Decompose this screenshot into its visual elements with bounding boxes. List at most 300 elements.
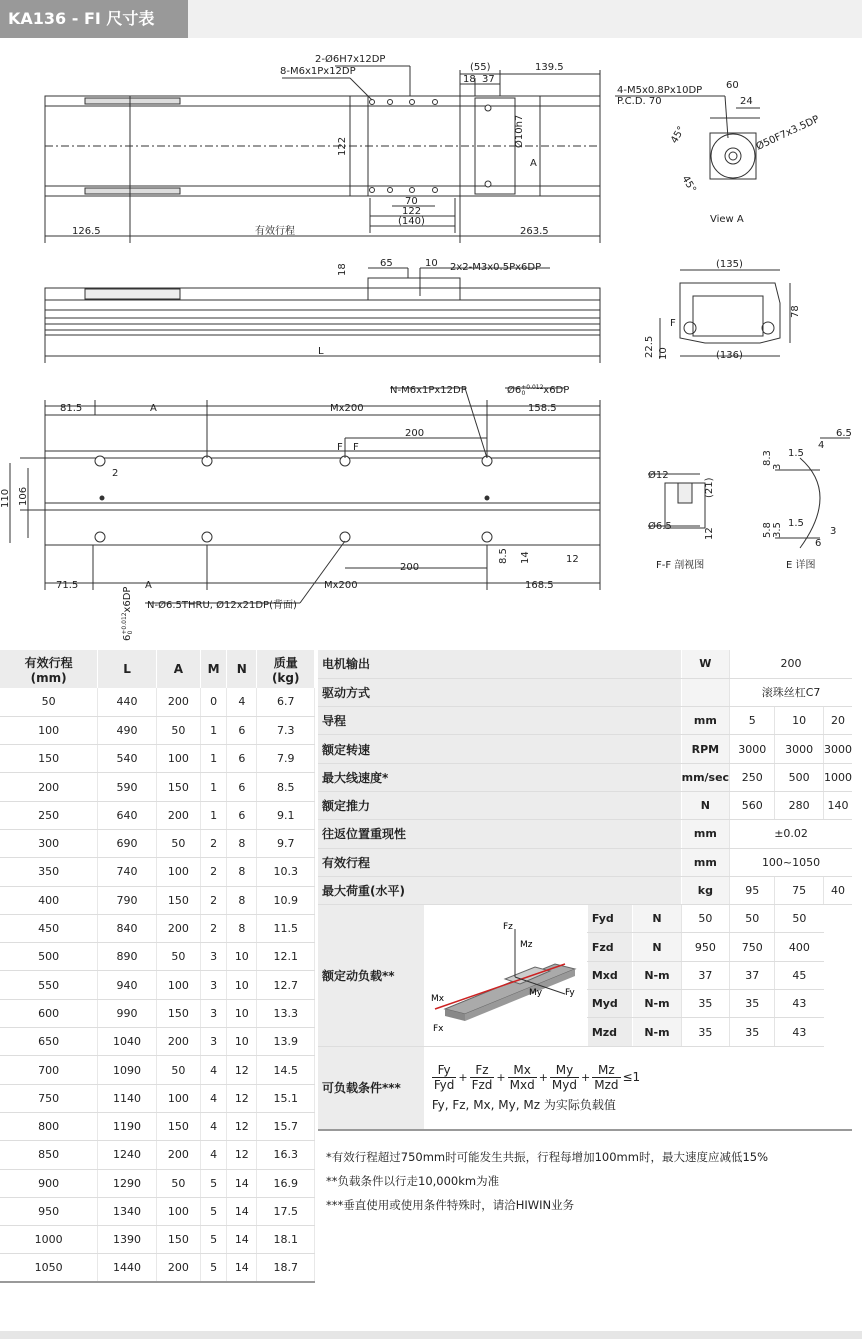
dim-side-4: 2x2-M3x0.5Px6DP [450,262,542,273]
dim-top-1: 2-Ø6H7x12DP [315,54,386,65]
table-row [0,1112,315,1140]
col-n: N [227,650,257,688]
load-value: 950 [681,933,729,961]
spec-label: 最大线速度* [318,763,681,791]
load-label: 额定动负载** [318,905,424,1046]
spec-row [318,763,852,791]
table-row [0,688,315,716]
ff-3: Ø6.5 [648,521,672,532]
table-cell: 14 [227,1254,257,1282]
spec-label: 导程 [318,707,681,735]
table-cell: 18.7 [257,1254,315,1282]
load-figure [424,905,587,1046]
dimension-drawing [0,38,862,648]
cond-desc: Fy, Fz, Mx, My, Mz 为实际负载值 [431,1097,616,1112]
load-value: 50 [730,905,775,933]
bot-2: A [150,403,157,414]
sec-1: (135) [716,259,743,270]
e-label: E 详图 [786,560,816,571]
frac-mz: $\frac{Mz}{\text{Mzd}}$ [594,1062,619,1092]
load-value: 50 [681,905,729,933]
table-cell: 50 [156,943,200,971]
table-cell: 12 [227,1112,257,1140]
table-row [0,1254,315,1282]
ff-2: (21) [704,477,715,498]
bot-3: Mx200 [330,403,364,414]
table-cell: 150 [156,1112,200,1140]
frac-fy: $\frac{Fy}{\text{Fyd}}$ [433,1062,455,1092]
table-cell: 800 [0,1112,98,1140]
dim-top-11: (140) [398,216,425,227]
table-cell: 150 [156,1226,200,1254]
plus-sign: + [496,1070,506,1084]
table-cell: 15.1 [257,1084,315,1112]
spec-value: 3000 [730,735,775,763]
table-cell: 200 [0,773,98,801]
dim-top-3: (55) [470,62,491,73]
frac-my: $\frac{My}{\text{Myd}}$ [551,1062,577,1092]
table-cell: 1 [201,716,227,744]
table-cell: 2 [201,829,227,857]
table-cell: 18.1 [257,1226,315,1254]
spec-unit: W [681,650,729,678]
table-cell: 12 [227,1141,257,1169]
mz-label: Mz [520,939,533,950]
load-value: 35 [681,1018,729,1046]
table-cell: 8.5 [257,773,315,801]
table-cell: 1440 [98,1254,156,1282]
formula-line [424,1063,824,1092]
table-cell: 4 [201,1084,227,1112]
dim-top-10: 122 [402,206,422,217]
note-3: ***垂直使用或使用条件特殊时，请洽HIWIN业务 [326,1198,575,1212]
spec-value: 200 [730,650,852,678]
table-cell: 1290 [98,1169,156,1197]
table-cell: 740 [98,858,156,886]
table-cell: 4 [201,1056,227,1084]
e-8: 1.5 [788,518,804,529]
spec-row [318,791,852,819]
table-cell: 440 [98,688,156,716]
load-value: 45 [775,961,824,989]
table-cell: 50 [156,1169,200,1197]
e-9: 3 [830,526,837,537]
table-cell: 5 [201,1226,227,1254]
table-cell: 350 [0,858,98,886]
spec-value: 10 [775,707,824,735]
load-row [318,905,852,933]
dim-top-13: 有效行程 [255,226,295,237]
frac-fz: $\frac{Fz}{\text{Fzd}}$ [471,1062,493,1092]
table-cell: 750 [0,1084,98,1112]
load-unit: N-m [633,961,681,989]
table-row [0,858,315,886]
table-cell: 13.3 [257,999,315,1027]
table-cell: 12.1 [257,943,315,971]
load-value: 43 [775,990,824,1018]
e-10: 6 [815,538,822,549]
bot-9: 200 [405,428,425,439]
table-cell: 3 [201,971,227,999]
bot-15: 14 [520,551,531,564]
bot-8: F [353,442,359,453]
table-cell: 400 [0,886,98,914]
table-cell: 2 [201,914,227,942]
table-cell: 150 [156,773,200,801]
table-cell: 900 [0,1169,98,1197]
load-diagram [425,909,585,1039]
table-cell: 1 [201,745,227,773]
table-cell: 8 [227,886,257,914]
bot-10: 110 [0,488,11,508]
load-name: Myd [587,990,633,1018]
table-cell: 10 [227,1028,257,1056]
table-cell: 300 [0,829,98,857]
fx-label: Fx [433,1023,444,1034]
table-cell: 14.5 [257,1056,315,1084]
spec-row [318,707,852,735]
load-value: 35 [730,1018,775,1046]
table-cell: 5 [201,1254,227,1282]
view-a-1: 4-M5x0.8Px10DP [617,85,703,96]
table-cell: 990 [98,999,156,1027]
dim-top-14: 263.5 [520,226,549,237]
table-cell: 1 [201,801,227,829]
table-cell: 150 [0,745,98,773]
table-cell: 890 [98,943,156,971]
table-cell: 3 [201,1028,227,1056]
table-cell: 16.9 [257,1169,315,1197]
col-a: A [156,650,200,688]
table-cell: 6 [227,773,257,801]
table-cell: 790 [98,886,156,914]
load-unit: N [633,933,681,961]
view-a-3: 60 [726,80,739,91]
table-row [0,943,315,971]
notes [326,1145,768,1217]
cond-label: 可负载条件*** [318,1046,424,1130]
cond-formula [424,1046,824,1130]
col-stroke: 有效行程 (mm) [0,650,98,688]
table-cell: 1090 [98,1056,156,1084]
load-value: 35 [681,990,729,1018]
table-cell: 10 [227,943,257,971]
table-cell: 50 [0,688,98,716]
e-5: 3 [772,463,783,470]
table-cell: 17.5 [257,1197,315,1225]
spec-value: 95 [730,876,775,904]
table-cell: 15.7 [257,1112,315,1140]
table-cell: 9.7 [257,829,315,857]
table-cell: 640 [98,801,156,829]
load-value: 37 [681,961,729,989]
sec-2: 78 [790,305,801,318]
table-cell: 840 [98,914,156,942]
spec-value: ±0.02 [730,820,852,848]
table-cell: 14 [227,1197,257,1225]
table-cell: 14 [227,1226,257,1254]
table-cell: 150 [156,886,200,914]
table-cell: 690 [98,829,156,857]
table-cell: 1190 [98,1112,156,1140]
table-cell: 3 [201,999,227,1027]
table-row [0,801,315,829]
table-cell: 14 [227,1169,257,1197]
table-cell: 200 [156,1254,200,1282]
spec-unit: N [681,791,729,819]
plus-sign: + [458,1070,468,1084]
dim-top-2: 8-M6x1Px12DP [280,66,356,77]
table-cell: 13.9 [257,1028,315,1056]
table-row [0,829,315,857]
bot-7: F [337,442,343,453]
table-cell: 1 [201,773,227,801]
table-cell: 250 [0,801,98,829]
spec-value: 5 [730,707,775,735]
load-unit: N [633,905,681,933]
table-cell: 0 [201,688,227,716]
table-cell: 16.3 [257,1141,315,1169]
e-4: 1.5 [788,448,804,459]
table-row [0,773,315,801]
table-cell: 10 [227,999,257,1027]
spec-value: 3000 [775,735,824,763]
spec-unit: kg [681,876,729,904]
table-cell: 150 [156,999,200,1027]
table-cell: 1340 [98,1197,156,1225]
bot-4: N-M6x1Px12DP [390,385,467,396]
table-cell: 950 [0,1197,98,1225]
spec-label: 有效行程 [318,848,681,876]
cond-row [318,1046,852,1130]
table-cell: 100 [156,1084,200,1112]
col-m: M [201,650,227,688]
bot-16: 12 [566,554,579,565]
load-name: Mzd [587,1018,633,1046]
bot-20: 168.5 [525,580,554,591]
view-a-4: 24 [740,96,753,107]
spec-value: 140 [824,791,853,819]
sec-4: 22.5 [644,335,655,358]
spec-unit: RPM [681,735,729,763]
table-row [0,1226,315,1254]
load-unit: N-m [633,1018,681,1046]
ff-1: Ø12 [648,470,669,481]
table-cell: 12 [227,1056,257,1084]
frac-mx: $\frac{Mx}{\text{Mxd}}$ [509,1062,535,1092]
table-row [0,914,315,942]
table-cell: 100 [156,858,200,886]
table-cell: 6.7 [257,688,315,716]
plus-sign: + [538,1070,548,1084]
table-cell: 600 [0,999,98,1027]
spec-label: 额定推力 [318,791,681,819]
table-cell: 50 [156,1056,200,1084]
table-cell: 8 [227,858,257,886]
e-2: 4 [818,440,825,451]
table-cell: 1000 [0,1226,98,1254]
e-6: 5.8 [762,522,773,538]
page-title: KA136 - FI 尺寸表 [0,0,188,38]
table-cell: 6 [227,745,257,773]
view-a-label: View A [710,214,744,225]
table-cell: 650 [0,1028,98,1056]
ff-label: F-F 剖视图 [656,560,705,571]
table-cell: 7.3 [257,716,315,744]
load-value: 400 [775,933,824,961]
bot-5: $Ø6^{+0.012}$ 0 x6DP [507,384,570,397]
dim-top-4: 18 [463,74,476,85]
table-cell: 1390 [98,1226,156,1254]
table-cell: 10.3 [257,858,315,886]
bot-14: 8.5 [498,548,509,564]
load-value: 43 [775,1018,824,1046]
fz-label: Fz [503,921,514,932]
table-cell: 6 [227,716,257,744]
spec-value: 250 [730,763,775,791]
table-cell: 200 [156,688,200,716]
table-cell: 4 [201,1112,227,1140]
load-value: 37 [730,961,775,989]
spec-label: 额定转速 [318,735,681,763]
spec-value: 500 [775,763,824,791]
table-row [0,1056,315,1084]
spec-unit: mm [681,707,729,735]
table-cell: 10 [227,971,257,999]
table-cell: 10.9 [257,886,315,914]
spec-label: 最大荷重(水平) [318,876,681,904]
sec-5: 10 [658,347,669,360]
table-cell: 8 [227,914,257,942]
spec-value: 100~1050 [730,848,852,876]
table-cell: 700 [0,1056,98,1084]
table-cell: 1140 [98,1084,156,1112]
spec-unit: mm [681,820,729,848]
table-cell: 1240 [98,1141,156,1169]
page-header [0,0,862,38]
dim-top-6: 139.5 [535,62,564,73]
spec-unit: mm/sec [681,763,729,791]
ff-4: 12 [704,527,715,540]
e-7: 3.5 [772,522,783,538]
spec-unit: mm [681,848,729,876]
table-cell: 6 [227,801,257,829]
table-cell: 100 [0,716,98,744]
table-cell: 50 [156,829,200,857]
spec-unit [681,678,729,706]
drawing-svg [0,38,862,648]
table-row [0,1028,315,1056]
table-row [0,1169,315,1197]
spec-row [318,650,852,678]
spec-value: 560 [730,791,775,819]
table-cell: 5 [201,1169,227,1197]
col-mass: 质量 (kg) [257,650,315,688]
bot-18: A [145,580,152,591]
table-cell: 12.7 [257,971,315,999]
plus-sign: + [581,1070,591,1084]
table-cell: 12 [227,1084,257,1112]
table-cell: 8 [227,829,257,857]
spec-value: 1000 [824,763,853,791]
bot-22: $6^{+0.012}0x6DP$ [121,586,134,641]
spec-value: 20 [824,707,853,735]
table-row [0,1197,315,1225]
arrow-a-label: A [530,158,537,169]
spec-row [318,735,852,763]
bot-1: 81.5 [60,403,83,414]
bot-6: 158.5 [528,403,557,414]
table-cell: 100 [156,1197,200,1225]
table-row [0,999,315,1027]
e-1: 6.5 [836,428,852,439]
le-sign: ≤1 [622,1070,641,1085]
load-name: Mxd [587,961,633,989]
dim-top-8: 122 [337,136,348,156]
table-cell: 490 [98,716,156,744]
table-cell: 100 [156,745,200,773]
spec-value: 3000 [824,735,853,763]
table-cell: 940 [98,971,156,999]
table-cell: 2 [201,886,227,914]
table-cell: 5 [201,1197,227,1225]
bot-12: 2 [112,468,119,479]
table-cell: 500 [0,943,98,971]
spec-row [318,678,852,706]
table-cell: 200 [156,1028,200,1056]
table-cell: 450 [0,914,98,942]
view-a-6: 45° [679,174,698,195]
spec-row [318,876,852,904]
e-3: 8.3 [762,450,773,466]
dim-top-9: 70 [405,196,418,207]
bot-17: 71.5 [56,580,79,591]
load-name: Fzd [587,933,633,961]
load-unit: N-m [633,990,681,1018]
table-row [0,745,315,773]
spec-label: 电机输出 [318,650,681,678]
table-cell: 11.5 [257,914,315,942]
table-cell: 200 [156,914,200,942]
stroke-table [0,650,315,1283]
bot-11: 106 [18,486,29,506]
table-cell: 1040 [98,1028,156,1056]
table-row [0,971,315,999]
table-cell: 540 [98,745,156,773]
table-cell: 1050 [0,1254,98,1282]
load-value: 35 [730,990,775,1018]
bot-19: Mx200 [324,580,358,591]
sec-6: (136) [716,350,743,361]
bot-21: N-Ø6.5THRU, Ø12x21DP(背面) [147,600,297,611]
col-l: L [98,650,156,688]
table-row [0,886,315,914]
table-cell: 7.9 [257,745,315,773]
table-cell: 9.1 [257,801,315,829]
table-cell: 2 [201,858,227,886]
table-cell: 4 [201,1141,227,1169]
note-1: *有效行程超过750mm时可能发生共振，行程每增加100mm时，最大速度应减低15% [326,1150,769,1164]
dim-side-5: L [318,346,324,357]
mx-label: Mx [431,993,445,1004]
load-value: 50 [775,905,824,933]
table-row [0,1084,315,1112]
sec-3: F [670,318,676,329]
view-a-5: 45° [669,124,688,146]
load-value: 750 [730,933,775,961]
spec-value: 滚珠丝杠C7 [730,678,852,706]
view-a-2: P.C.D. 70 [617,96,662,107]
